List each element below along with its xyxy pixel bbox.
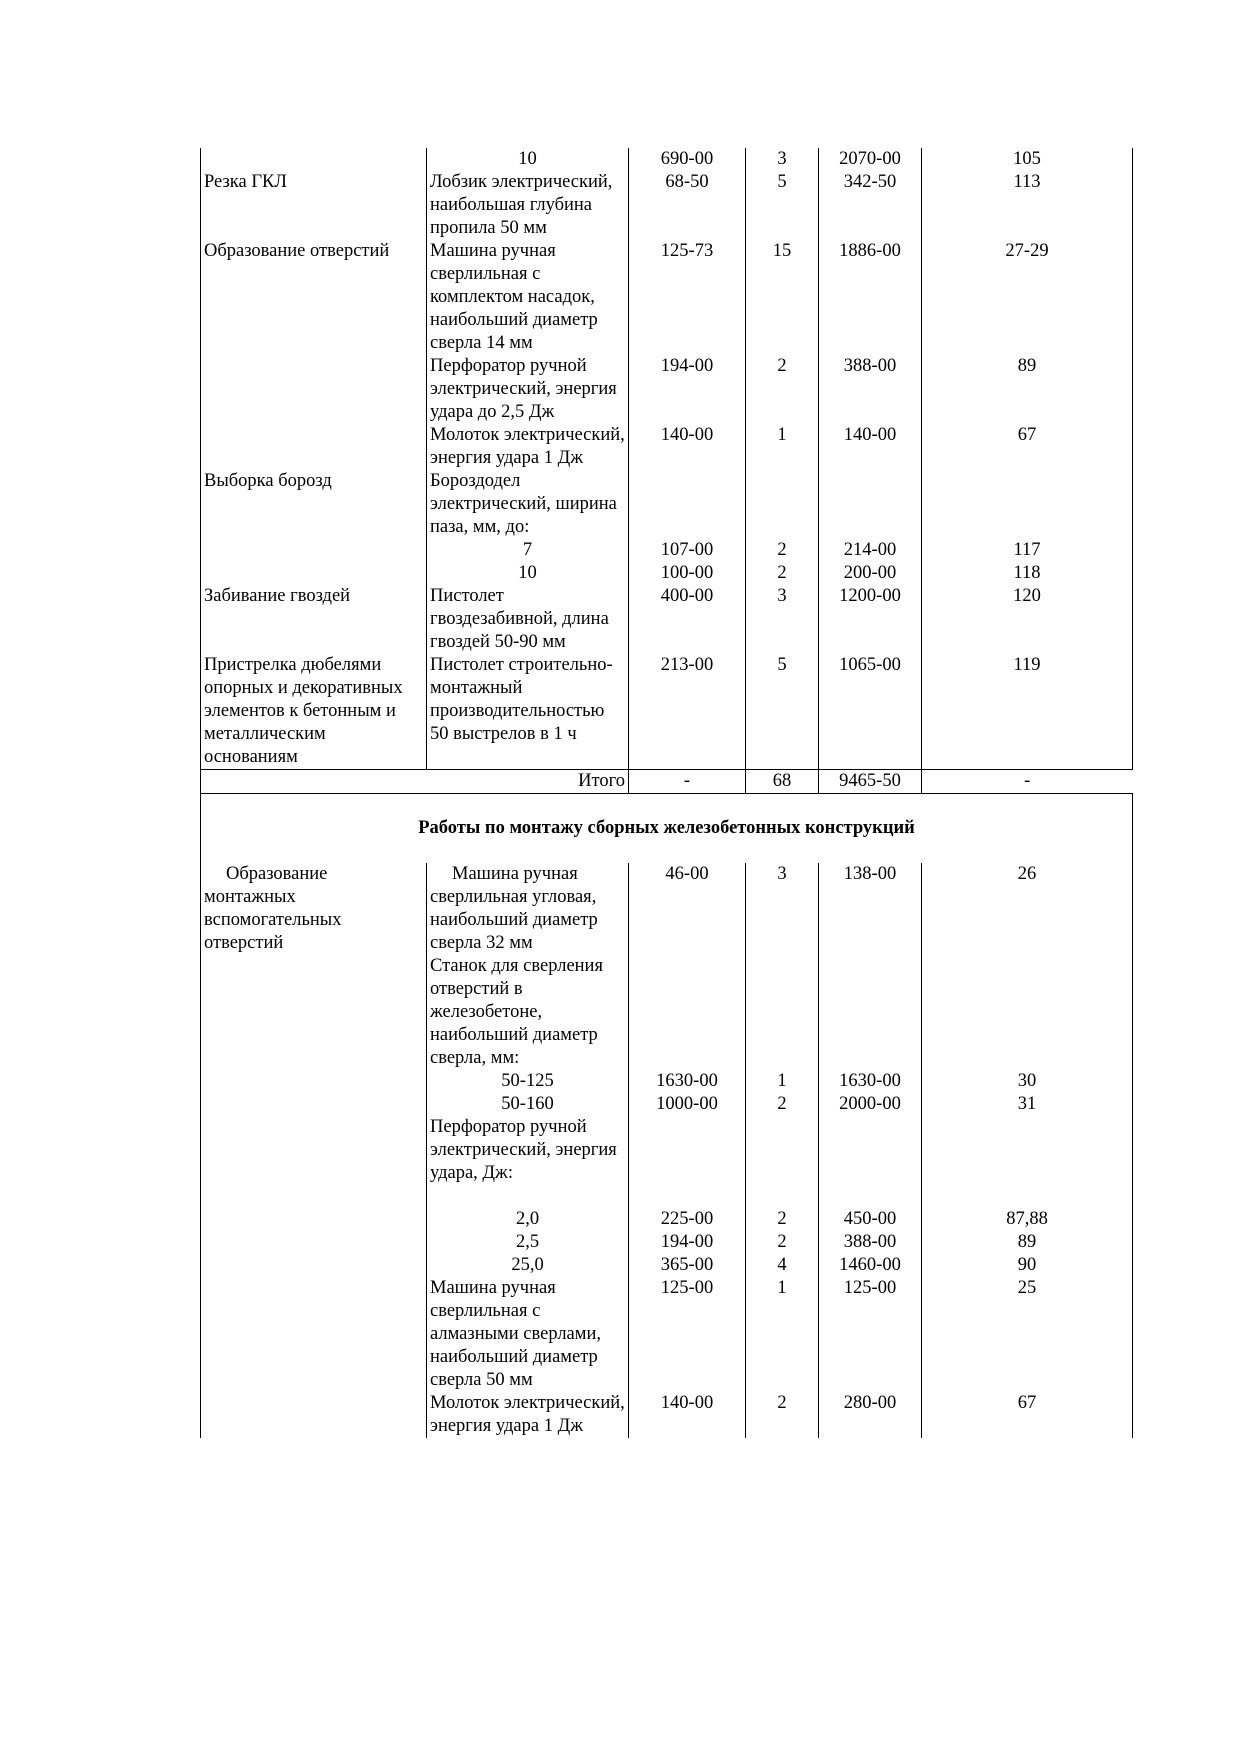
ref-cell: 120 — [922, 585, 1133, 654]
sum-cell: 214-00 — [819, 539, 922, 562]
ref-cell: 117 — [922, 539, 1133, 562]
sum-cell: 138-00 — [819, 863, 922, 955]
ref-cell: 89 — [922, 355, 1133, 424]
qty-cell: 3 — [746, 863, 819, 955]
price-cell: 225-00 — [629, 1208, 746, 1231]
table-row — [201, 171, 1133, 240]
operation-cell: Резка ГКЛ — [201, 171, 427, 240]
tool-text: Машина ручная сверлильная угловая, наибольший диаметр сверла 32 мм — [430, 864, 598, 953]
tool-sub-cell: 7 — [427, 539, 629, 562]
price-cell: 194-00 — [629, 1231, 746, 1254]
price-cell: 125-00 — [629, 1277, 746, 1392]
tool-sub-cell: 2,5 — [427, 1231, 629, 1254]
sum-cell — [819, 955, 922, 1070]
tool-cell: Пистолет строительно-монтажный производительностью 50 выстрелов в 1 ч — [427, 654, 629, 770]
tool-sub-cell: 50-125 — [427, 1070, 629, 1093]
ref-cell — [922, 470, 1133, 539]
spacer-row — [201, 1185, 1133, 1208]
operation-cell — [201, 355, 427, 424]
sum-cell: 388-00 — [819, 355, 922, 424]
sum-cell: 2000-00 — [819, 1093, 922, 1116]
qty-cell: 4 — [746, 1254, 819, 1277]
table-row — [201, 1208, 1133, 1231]
qty-cell: 1 — [746, 1070, 819, 1093]
sum-cell: 388-00 — [819, 1231, 922, 1254]
total-sum: 9465-50 — [819, 770, 922, 794]
ref-cell: 113 — [922, 171, 1133, 240]
table-row — [201, 863, 1133, 955]
qty-cell: 1 — [746, 1277, 819, 1392]
price-cell: 100-00 — [629, 562, 746, 585]
sum-cell: 2070-00 — [819, 148, 922, 171]
table-row — [201, 1277, 1133, 1392]
table-row — [201, 424, 1133, 470]
price-cell: 1630-00 — [629, 1070, 746, 1093]
price-cell: 194-00 — [629, 355, 746, 424]
sum-cell — [819, 470, 922, 539]
ref-cell: 26 — [922, 863, 1133, 955]
sum-cell: 140-00 — [819, 424, 922, 470]
tool-cell: Лобзик электрический, наибольшая глубина пропила 50 мм — [427, 171, 629, 240]
table-row — [201, 355, 1133, 424]
qty-cell: 15 — [746, 240, 819, 355]
operation-cell — [201, 1392, 427, 1438]
price-cell: 140-00 — [629, 424, 746, 470]
price-cell — [629, 470, 746, 539]
price-cell: 68-50 — [629, 171, 746, 240]
table-row — [201, 1093, 1133, 1116]
tool-sub-cell: 2,0 — [427, 1208, 629, 1231]
tool-cell: Станок для сверления отверстий в железобетоне, наибольший диаметр сверла, мм: — [427, 955, 629, 1070]
sum-cell: 1065-00 — [819, 654, 922, 770]
price-cell — [629, 1116, 746, 1185]
ref-cell: 67 — [922, 1392, 1133, 1438]
total-price: - — [629, 770, 746, 794]
table-row — [201, 562, 1133, 585]
operation-cell — [201, 955, 427, 1070]
qty-cell: 2 — [746, 1093, 819, 1116]
tool-sub-cell: 10 — [427, 148, 629, 171]
sum-cell: 1886-00 — [819, 240, 922, 355]
tool-cell: Перфоратор ручной электрический, энергия удара, Дж: — [427, 1116, 629, 1185]
table-row — [201, 539, 1133, 562]
price-cell: 213-00 — [629, 654, 746, 770]
tool-sub-cell: 50-160 — [427, 1093, 629, 1116]
operation-cell — [201, 1093, 427, 1116]
section-heading: Работы по монтажу сборных железобетонных конструкций — [201, 794, 1133, 864]
qty-cell: 2 — [746, 1231, 819, 1254]
qty-cell: 2 — [746, 539, 819, 562]
sum-cell: 450-00 — [819, 1208, 922, 1231]
operation-cell — [201, 148, 427, 171]
price-cell: 365-00 — [629, 1254, 746, 1277]
total-ref: - — [922, 770, 1133, 794]
ref-cell: 90 — [922, 1254, 1133, 1277]
table-row — [201, 1392, 1133, 1438]
price-cell: 125-73 — [629, 240, 746, 355]
operation-cell — [201, 539, 427, 562]
tool-cell: Молоток электрический, энергия удара 1 Дж — [427, 1392, 629, 1438]
table-row — [201, 654, 1133, 770]
tool-cell: Бороздодел электрический, ширина паза, мм, до: — [427, 470, 629, 539]
tool-cell: Молоток электрический, энергия удара 1 Дж — [427, 424, 629, 470]
price-cell: 107-00 — [629, 539, 746, 562]
table-row — [201, 240, 1133, 355]
qty-cell — [746, 955, 819, 1070]
price-cell: 1000-00 — [629, 1093, 746, 1116]
table-row — [201, 585, 1133, 654]
ref-cell — [922, 1116, 1133, 1185]
operation-cell — [201, 1254, 427, 1277]
total-row — [201, 770, 1133, 794]
total-label: Итого — [201, 770, 629, 794]
operation-cell: Забивание гвоздей — [201, 585, 427, 654]
operation-cell — [201, 562, 427, 585]
price-cell: 690-00 — [629, 148, 746, 171]
operation-cell — [201, 1070, 427, 1093]
qty-cell: 3 — [746, 148, 819, 171]
qty-cell: 2 — [746, 1208, 819, 1231]
price-cell: 400-00 — [629, 585, 746, 654]
operation-cell — [201, 1277, 427, 1392]
ref-cell: 87,88 — [922, 1208, 1133, 1231]
qty-cell: 2 — [746, 355, 819, 424]
price-cell — [629, 955, 746, 1070]
table-row — [201, 1231, 1133, 1254]
ref-cell: 118 — [922, 562, 1133, 585]
total-qty: 68 — [746, 770, 819, 794]
section-heading-row — [201, 794, 1133, 864]
sum-cell: 1630-00 — [819, 1070, 922, 1093]
operation-cell: Выборка борозд — [201, 470, 427, 539]
sum-cell: 1200-00 — [819, 585, 922, 654]
qty-cell: 2 — [746, 1392, 819, 1438]
table-row — [201, 470, 1133, 539]
operation-cell — [201, 1116, 427, 1185]
ref-cell: 25 — [922, 1277, 1133, 1392]
price-cell: 46-00 — [629, 863, 746, 955]
operation-cell: Образование отверстий — [201, 240, 427, 355]
equipment-table — [200, 148, 1133, 1438]
table-row — [201, 1254, 1133, 1277]
operation-cell — [201, 424, 427, 470]
tool-cell: Перфоратор ручной электрический, энергия удара до 2,5 Дж — [427, 355, 629, 424]
ref-cell: 67 — [922, 424, 1133, 470]
operation-cell — [201, 1231, 427, 1254]
operation-cell — [201, 863, 427, 955]
operation-cell: Пристрелка дюбелями опорных и декоративных элементов к бетонным и металлическим основаниям — [201, 654, 427, 770]
sum-cell: 125-00 — [819, 1277, 922, 1392]
ref-cell: 105 — [922, 148, 1133, 171]
operation-text: Образование монтажных вспомогательных отверстий — [204, 864, 342, 953]
qty-cell — [746, 1116, 819, 1185]
sum-cell: 280-00 — [819, 1392, 922, 1438]
tool-cell — [427, 863, 629, 955]
table-row — [201, 1116, 1133, 1185]
table-row — [201, 148, 1133, 171]
ref-cell: 31 — [922, 1093, 1133, 1116]
tool-cell: Машина ручная сверлильная с алмазными сверлами, наибольший диаметр сверла 50 мм — [427, 1277, 629, 1392]
sum-cell: 1460-00 — [819, 1254, 922, 1277]
tool-cell: Машина ручная сверлильная с комплектом насадок, наибольший диаметр сверла 14 мм — [427, 240, 629, 355]
ref-cell: 119 — [922, 654, 1133, 770]
price-cell: 140-00 — [629, 1392, 746, 1438]
ref-cell: 27-29 — [922, 240, 1133, 355]
tool-cell: Пистолет гвоздезабивной, длина гвоздей 50-90 мм — [427, 585, 629, 654]
operation-cell — [201, 1208, 427, 1231]
qty-cell: 3 — [746, 585, 819, 654]
sum-cell: 342-50 — [819, 171, 922, 240]
table-row — [201, 955, 1133, 1070]
tool-sub-cell: 10 — [427, 562, 629, 585]
qty-cell: 1 — [746, 424, 819, 470]
qty-cell — [746, 470, 819, 539]
sum-cell: 200-00 — [819, 562, 922, 585]
ref-cell: 89 — [922, 1231, 1133, 1254]
qty-cell: 5 — [746, 654, 819, 770]
ref-cell — [922, 955, 1133, 1070]
tool-sub-cell: 25,0 — [427, 1254, 629, 1277]
qty-cell: 2 — [746, 562, 819, 585]
ref-cell: 30 — [922, 1070, 1133, 1093]
table-row — [201, 1070, 1133, 1093]
qty-cell: 5 — [746, 171, 819, 240]
sum-cell — [819, 1116, 922, 1185]
